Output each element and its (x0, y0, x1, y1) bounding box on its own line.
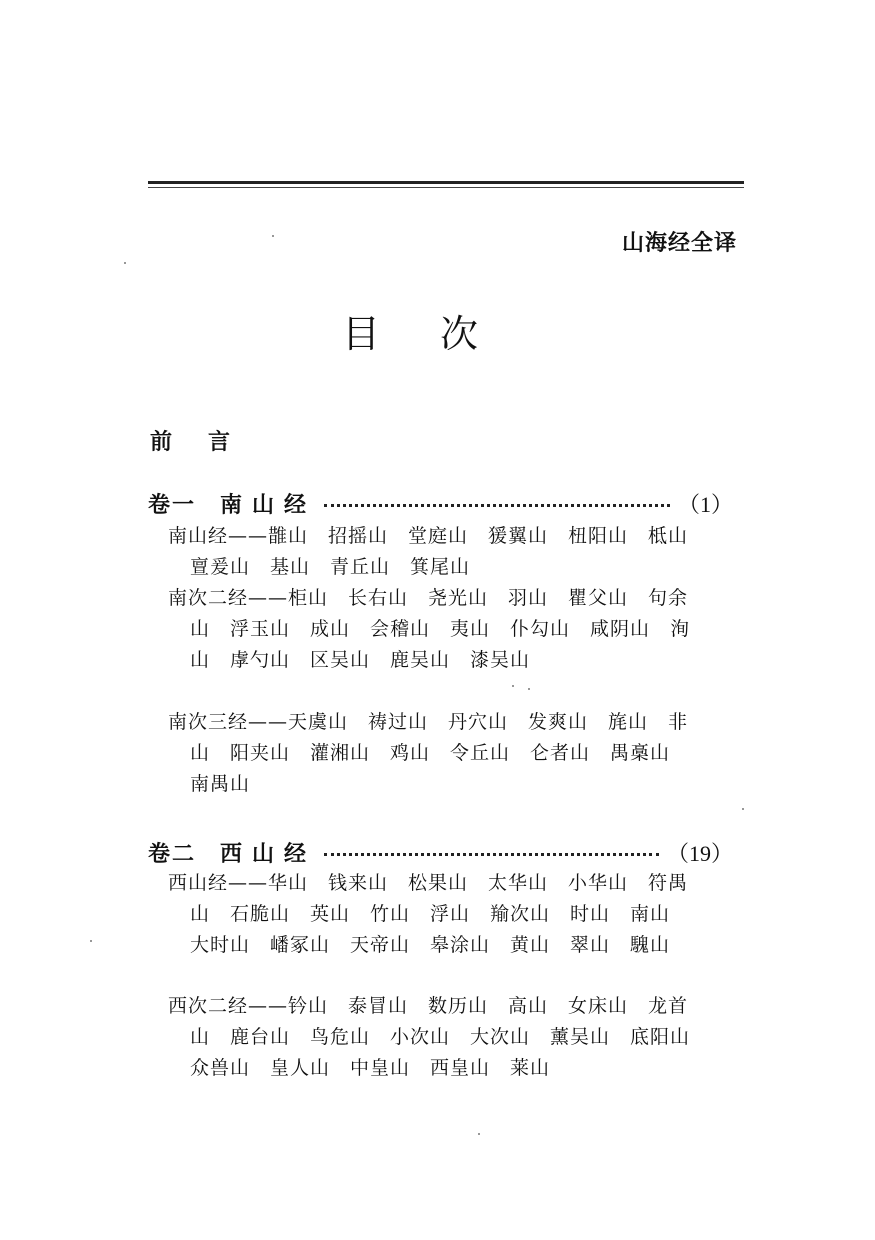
toc-entry: 南次二经——柜山 长右山 尧光山 羽山 瞿父山 句余山 浮玉山 成山 会稽山 夷山 仆勾山 咸阴山 洵山 虖勺山 区吴山 鹿吴山 漆吴山 (168, 587, 691, 671)
toc-entry: 南次三经——天虞山 祷过山 丹穴山 发爽山 旄山 非山 阳夹山 灌湘山 鸡山 令丘山 仑者山 禺槀山 南禺山 (168, 711, 691, 795)
scan-speck (742, 808, 744, 810)
volume-label: 卷一 (148, 492, 197, 518)
series-title: 山海经全译 (621, 231, 737, 256)
scan-speck (272, 235, 274, 237)
toc-title: 目次 (342, 312, 539, 356)
page-number: （19） (666, 840, 733, 866)
header-rule-thick (148, 181, 744, 184)
toc-entry: 南山经——䧿山 招摇山 堂庭山 猨翼山 杻阳山 柢山 亶爰山 基山 青丘山 箕尾山 (168, 525, 709, 578)
scan-speck (528, 688, 530, 690)
volume-label: 卷二 (148, 841, 197, 867)
page-number: （1） (677, 491, 733, 517)
volume-title: 南山经 (220, 492, 317, 518)
scan-speck (478, 1133, 480, 1135)
scan-speck (124, 262, 126, 264)
volume-title: 西山经 (220, 841, 317, 867)
volume-2-heading (148, 836, 733, 868)
leader-dots (324, 853, 659, 856)
toc-entry: 西山经——华山 钱来山 松果山 太华山 小华山 符禺山 石脆山 英山 竹山 浮山 羭次山 时山 南山 大时山 嶓冢山 天帝山 皋涂山 黄山 翠山 騩山 (168, 872, 691, 956)
scan-speck (512, 685, 514, 687)
leader-dots (324, 504, 670, 507)
scan-speck (90, 940, 92, 942)
header-rule-thin (148, 187, 744, 188)
toc-entry: 西次二经——钤山 泰冒山 数历山 高山 女床山 龙首山 鹿台山 鸟危山 小次山 大次山 薰吴山 底阳山 众兽山 皇人山 中皇山 西皇山 莱山 (168, 995, 711, 1079)
toc-preface: 前言 (150, 430, 267, 455)
volume-1-heading (148, 487, 733, 519)
